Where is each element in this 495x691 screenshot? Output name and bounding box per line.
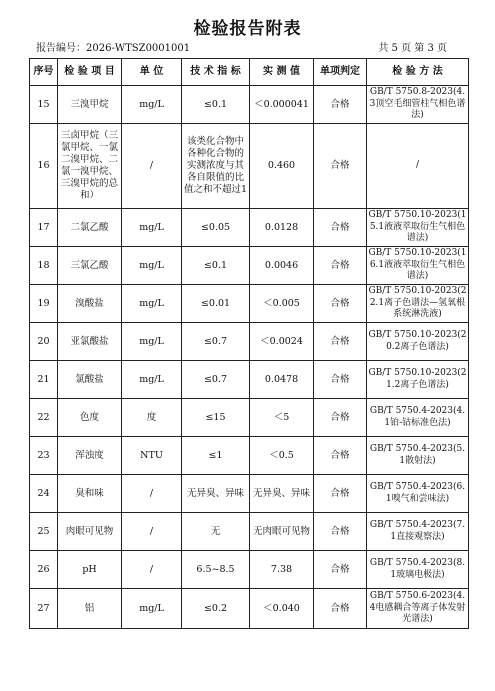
row-judge: 合格 [314, 475, 367, 513]
table-row [30, 247, 469, 285]
row-unit: NTU [122, 437, 182, 475]
table-row [30, 589, 469, 629]
table-row [30, 86, 469, 124]
row-item: 三氯乙酸 [58, 247, 122, 285]
row-item: 亚氯酸盐 [58, 323, 122, 361]
row-method: GB/T 5750.8-2023(4.3顶空毛细管柱气相色谱法) [367, 86, 469, 124]
row-spec: ≤1 [182, 437, 250, 475]
row-method: GB/T 5750.4-2023(7.1直接观察法) [367, 513, 469, 551]
table-header-row [30, 59, 469, 86]
row-value: 0.460 [250, 124, 314, 209]
row-judge: 合格 [314, 361, 367, 399]
row-judge: 合格 [314, 399, 367, 437]
row-no: 16 [30, 124, 58, 209]
row-judge: 合格 [314, 323, 367, 361]
row-value: ＜0.000041 [250, 86, 314, 124]
row-method: GB/T 5750.4-2023(5.1散射法) [367, 437, 469, 475]
row-judge: 合格 [314, 86, 367, 124]
row-value: 0.0478 [250, 361, 314, 399]
row-value: ＜0.5 [250, 437, 314, 475]
row-unit: 度 [122, 399, 182, 437]
row-unit: mg/L [122, 209, 182, 247]
row-spec: 无异臭、异味 [182, 475, 250, 513]
row-unit: / [122, 513, 182, 551]
row-item: 臭和味 [58, 475, 122, 513]
row-value: ＜0.005 [250, 285, 314, 323]
row-no: 15 [30, 86, 58, 124]
row-method: GB/T 5750.4-2023(4.1铂-钴标准色法) [367, 399, 469, 437]
row-unit: mg/L [122, 285, 182, 323]
row-no: 22 [30, 399, 58, 437]
row-unit: mg/L [122, 361, 182, 399]
row-no: 27 [30, 589, 58, 629]
row-spec: 该类化合物中各种化合物的实测浓度与其各自限值的比值之和不超过1 [182, 124, 250, 209]
table-row [30, 551, 469, 589]
row-value: 无异臭、异味 [250, 475, 314, 513]
row-unit: / [122, 551, 182, 589]
row-item: 二氯乙酸 [58, 209, 122, 247]
row-unit: / [122, 475, 182, 513]
row-judge: 合格 [314, 437, 367, 475]
row-judge: 合格 [314, 589, 367, 629]
row-judge: 合格 [314, 247, 367, 285]
header-unit: 单 位 [122, 59, 182, 86]
row-item: pH [58, 551, 122, 589]
row-method: / [367, 124, 469, 209]
row-method: GB/T 5750.6-2023(4.4电感耦合等离子体发射光谱法) [367, 589, 469, 629]
row-method: GB/T 5750.10-2023(15.1液液萃取衍生气相色谱法) [367, 209, 469, 247]
row-judge: 合格 [314, 124, 367, 209]
page-title: 检验报告附表 [193, 19, 302, 39]
row-value: 无肉眼可见物 [250, 513, 314, 551]
row-item: 色度 [58, 399, 122, 437]
row-unit: mg/L [122, 323, 182, 361]
row-spec: ≤15 [182, 399, 250, 437]
row-item: 氯酸盐 [58, 361, 122, 399]
row-unit: mg/L [122, 247, 182, 285]
row-value: 7.38 [250, 551, 314, 589]
row-method: GB/T 5750.10-2023(20.2离子色谱法) [367, 323, 469, 361]
table-row [30, 513, 469, 551]
row-spec: ≤0.1 [182, 86, 250, 124]
row-spec: ≤0.7 [182, 361, 250, 399]
row-judge: 合格 [314, 551, 367, 589]
row-spec: ≤0.01 [182, 285, 250, 323]
header-item: 检 验 项 目 [58, 59, 122, 86]
header-value: 实 测 值 [250, 59, 314, 86]
row-method: GB/T 5750.10-2023(16.1液液萃取衍生气相色谱法) [367, 247, 469, 285]
header-method: 检 验 方 法 [367, 59, 469, 86]
row-method: GB/T 5750.10-2023(21.2离子色谱法) [367, 361, 469, 399]
row-unit: mg/L [122, 589, 182, 629]
table-row [30, 437, 469, 475]
row-no: 19 [30, 285, 58, 323]
row-item: 三溴甲烷 [58, 86, 122, 124]
table-row [30, 285, 469, 323]
row-no: 26 [30, 551, 58, 589]
row-method: GB/T 5750.4-2023(6.1嗅气和尝味法) [367, 475, 469, 513]
table-row [30, 399, 469, 437]
row-judge: 合格 [314, 209, 367, 247]
row-no: 24 [30, 475, 58, 513]
row-value: ＜5 [250, 399, 314, 437]
table-row [30, 124, 469, 209]
row-item: 浑浊度 [58, 437, 122, 475]
row-spec: ≤0.05 [182, 209, 250, 247]
row-no: 23 [30, 437, 58, 475]
row-no: 17 [30, 209, 58, 247]
row-spec: ≤0.1 [182, 247, 250, 285]
page-info: 共 5 页 第 3 页 [378, 43, 447, 54]
row-value: 0.0046 [250, 247, 314, 285]
row-item: 三卤甲烷（三氯甲烷、一氯二溴甲烷、二氯一溴甲烷、三溴甲烷的总和） [58, 124, 122, 209]
row-method: GB/T 5750.10-2023(22.1离子色谱法—氢氧根系统淋洗液) [367, 285, 469, 323]
row-unit: / [122, 124, 182, 209]
row-value: ＜0.040 [250, 589, 314, 629]
row-no: 18 [30, 247, 58, 285]
row-no: 25 [30, 513, 58, 551]
row-spec: ≤0.7 [182, 323, 250, 361]
row-unit: mg/L [122, 86, 182, 124]
report-number: 报告编号：2026-WTSZ0001001 [36, 43, 191, 54]
table-row [30, 323, 469, 361]
header-judge: 单项判定 [314, 59, 367, 86]
row-value: 0.0128 [250, 209, 314, 247]
header-no: 序号 [30, 59, 58, 86]
row-spec: ≤0.2 [182, 589, 250, 629]
row-judge: 合格 [314, 513, 367, 551]
header-spec: 技 术 指 标 [182, 59, 250, 86]
row-item: 铝 [58, 589, 122, 629]
row-value: ＜0.0024 [250, 323, 314, 361]
table-row [30, 361, 469, 399]
row-spec: 无 [182, 513, 250, 551]
row-spec: 6.5~8.5 [182, 551, 250, 589]
row-judge: 合格 [314, 285, 367, 323]
results-table [29, 58, 469, 629]
row-method: GB/T 5750.4-2023(8.1玻璃电极法) [367, 551, 469, 589]
row-item: 溴酸盐 [58, 285, 122, 323]
row-no: 21 [30, 361, 58, 399]
table-row [30, 209, 469, 247]
row-item: 肉眼可见物 [58, 513, 122, 551]
row-no: 20 [30, 323, 58, 361]
table-row [30, 475, 469, 513]
